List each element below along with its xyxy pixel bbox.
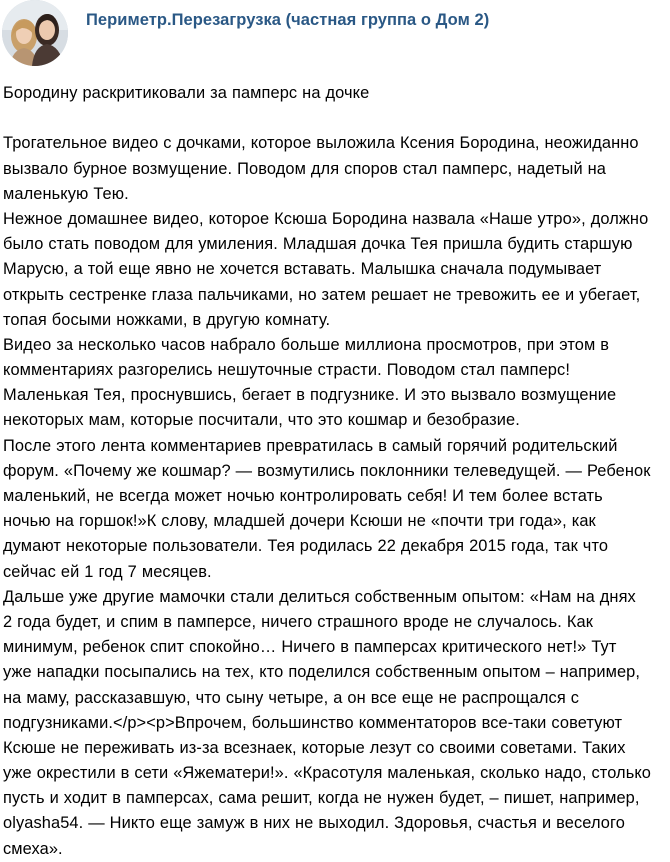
- group-avatar[interactable]: [2, 0, 68, 66]
- paragraph-line: уже окрестили в сети «Яжематери!». «Красотуля маленькая, сколько надо, столько: [3, 764, 652, 783]
- post-text: [3, 81, 667, 862]
- paragraph-line: на маму, рассказавшую, что сыну четыре, а он все еще не распрощался с: [3, 688, 580, 707]
- paragraph-line: комментариях разгорелись нешуточные страсти. Поводом стал памперс!: [3, 361, 570, 380]
- paragraph-line: 2 года будет, и спим в памперсе, ничего страшного вроде не случалось. Как: [3, 612, 593, 631]
- paragraph-line: Видео за несколько часов набрало больше миллиона просмотров, при этом в: [3, 335, 610, 354]
- paragraph-line: Ксюше не переживать из-за всезнаек, которые лезут со своими советами. Таких: [3, 738, 626, 757]
- paragraph-spacer: [3, 106, 667, 131]
- paragraph-line: сейчас ей 1 год 7 месяцев.: [3, 562, 212, 581]
- paragraph-line: Марусю, а той еще явно не хочется вставать. Малышка сначала подумывает: [3, 260, 602, 279]
- paragraph-line: Маленькая Тея, проснувшись, бегает в подгузнике. И это вызвало возмущение: [3, 386, 617, 405]
- paragraph-line: Трогательное видео с дочками, которое выложила Ксения Бородина, неожиданно: [3, 134, 639, 153]
- paragraph-line: маленькую Тею.: [3, 184, 129, 203]
- paragraph-line: Дальше уже другие мамочки стали делиться собственным опытом: «Нам на днях: [3, 587, 636, 606]
- paragraph-line: думают некоторые пользователи. Тея родилась 22 декабря 2015 года, так что: [3, 537, 609, 556]
- paragraph-line: минимум, ребенок спит спокойно… Ничего в памперсах критического нет!» Тут: [3, 638, 617, 657]
- paragraph-line: некоторых мам, которые посчитали, что это кошмар и безобразие.: [3, 411, 520, 430]
- post-paragraphs: [3, 131, 667, 861]
- paragraph-line: уже нападки посыпались на тех, кто поделился собственным опытом – например,: [3, 663, 641, 682]
- paragraph-line: было стать поводом для умиления. Младшая дочка Тея пришла будить старшую: [3, 235, 633, 254]
- paragraph-line: ночью на горшок!»К слову, младшей дочери Ксюши не «почти три года», как: [3, 512, 596, 531]
- paragraph-line: смеха».: [3, 839, 63, 858]
- group-avatar-photo-icon: [2, 0, 68, 66]
- paragraph-line: открыть сестренке глаза пальчиками, но затем решает не тревожить ее и убегает,: [3, 285, 641, 304]
- post-title: Бородину раскритиковали за памперс на дочке: [3, 84, 370, 102]
- paragraph-line: Нежное домашнее видео, которое Ксюша Бородина назвала «Наше утро», должно: [3, 209, 649, 228]
- paragraph-line: olyasha54. — Никто еще замуж в них не выходил. Здоровья, счастья и веселого: [3, 814, 625, 833]
- post-paragraph: [3, 434, 667, 585]
- post-header: [0, 0, 670, 68]
- paragraph-line: форум. «Почему же кошмар? — возмутились поклонники телеведущей. — Ребенок: [3, 461, 651, 480]
- paragraph-line: вызвало бурное возмущение. Поводом для споров стал памперс, надетый на: [3, 159, 607, 178]
- paragraph-line: пусть и ходит в памперсах, сама решит, когда не нужен будет, – пишет, например,: [3, 789, 640, 808]
- post-paragraph: [3, 585, 667, 862]
- paragraph-line: маленький, не всегда может ночью контролировать себя! И тем более встать: [3, 487, 603, 505]
- paragraph-line: подгузниками.</p><p>Впрочем, большинство комментаторов все-таки советуют: [3, 713, 623, 732]
- paragraph-line: После этого лента комментариев превратилась в самый горячий родительский: [3, 436, 618, 455]
- post-paragraph: [3, 131, 667, 207]
- group-name-link[interactable]: Периметр.Перезагрузка (частная группа о Дом 2): [86, 11, 490, 29]
- post-paragraph: [3, 333, 667, 434]
- paragraph-line: топая босыми ножками, в другую комнату.: [3, 310, 331, 329]
- post-paragraph: [3, 207, 667, 333]
